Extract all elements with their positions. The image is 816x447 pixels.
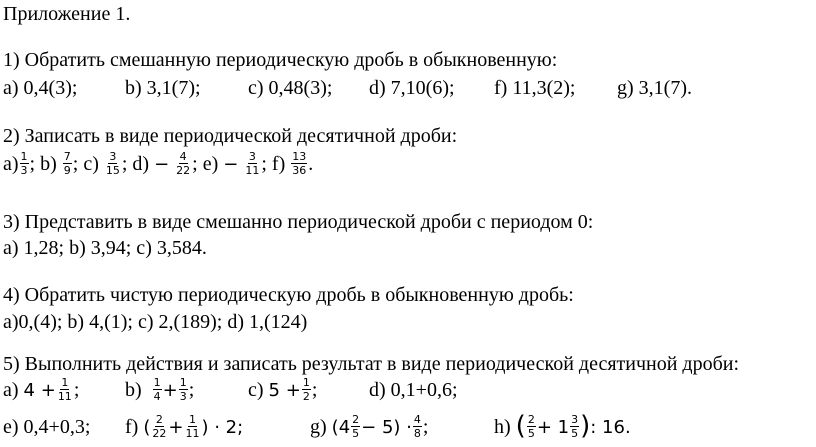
task1-item-b: b) 3,1(7); [125,77,201,99]
task2-label-c: ; c) [72,153,99,175]
task5-item-d: d) 0,1+0,6; [369,379,458,401]
task5-heading: 5) Выполнить действия и записать результат в виде периодической десятичной дроби: [3,353,740,375]
task5-fraction-b2: $\frac{1}{3}$ [179,375,187,403]
task2-sign-d: − [154,154,170,175]
task5-fraction-h1: $\frac{2}{5}$ [527,412,535,440]
task5-item-b: b) $\frac{1}{4}$ + $\frac{1}{3}$ ; [125,375,195,403]
task2-fraction-f: $\frac{13}{36}$ [292,149,307,177]
task2-sign-e: − [223,154,239,175]
task5-row2 [0,411,816,445]
task2-end: . [308,153,314,175]
task5-fraction-f1: $\frac{2}{22}$ [152,412,167,440]
task3-items: a) 1,28; b) 3,94; c) 3,584. [3,237,207,259]
task5-fraction-g2: $\frac{4}{8}$ [413,412,421,440]
task5-fraction-h2: $\frac{3}{5}$ [571,412,579,440]
task1-item-c: c) 0,48(3); [248,77,333,99]
task5-fraction-g1: $\frac{2}{5}$ [352,412,360,440]
task2-label-a: a) [3,153,19,175]
task2-heading: 2) Записать в виде периодической десятичной дроби: [3,125,458,147]
task5-fraction-f2: $\frac{1}{11}$ [185,412,200,440]
task5-fraction-c: $\frac{1}{2}$ [302,375,310,403]
task1-item-a: a) 0,4(3); [3,77,78,99]
task4-heading: 4) Обратить чистую периодическую дробь в обыкновенную дробь: [3,284,574,306]
task2-label-d: ; d) [121,153,150,175]
task2-items [3,149,314,178]
task5-item-e: e) 0,4+0,3; [3,416,91,438]
task1-item-g: g) 3,1(7). [617,77,692,99]
task2-label-e: ; e) [192,153,219,175]
task5-item-g: g) (4 $\frac{2}{5}$ − 5) ⋅ $\frac{4}{8}$ ; [310,412,429,440]
task5-item-f: f) ( $\frac{2}{22}$ + $\frac{1}{11}$ ) ⋅ 2; [125,412,244,440]
task2-fraction-d: $\frac{4}{22}$ [176,149,191,177]
task1-items [0,76,816,106]
document-title: Приложение 1. [3,3,131,25]
task3-heading: 3) Представить в виде смешанно периодической дроби с периодом 0: [3,211,594,233]
task2-fraction-a: $\frac{1}{3}$ [20,149,28,177]
task2-label-b: ; b) [29,153,57,175]
task2-fraction-e: $\frac{3}{11}$ [245,149,260,177]
task5-item-h: h) ( $\frac{2}{5}$ + 1 $\frac{3}{5}$ ): 16. [494,411,631,442]
task5-item-a: a) 4 + $\frac{1}{11}$ ; [3,375,80,403]
task4-items: a)0,(4); b) 4,(1); c) 2,(189); d) 1,(124) [3,311,308,333]
task1-item-f: f) 11,3(2); [494,77,576,99]
task1-heading: 1) Обратить смешанную периодическую дробь в обыкновенную: [3,49,558,71]
task1-item-d: d) 7,10(6); [369,77,455,99]
task2-fraction-c: $\frac{3}{15}$ [105,149,120,177]
task2-label-f: ; f) [261,153,286,175]
task5-item-c: c) 5 + $\frac{1}{2}$ ; [248,375,318,403]
task5-fraction-b1: $\frac{1}{4}$ [153,375,161,403]
task2-fraction-b: $\frac{7}{9}$ [63,149,71,177]
task5-fraction-a: $\frac{1}{11}$ [57,375,72,403]
task5-row1 [0,375,816,408]
